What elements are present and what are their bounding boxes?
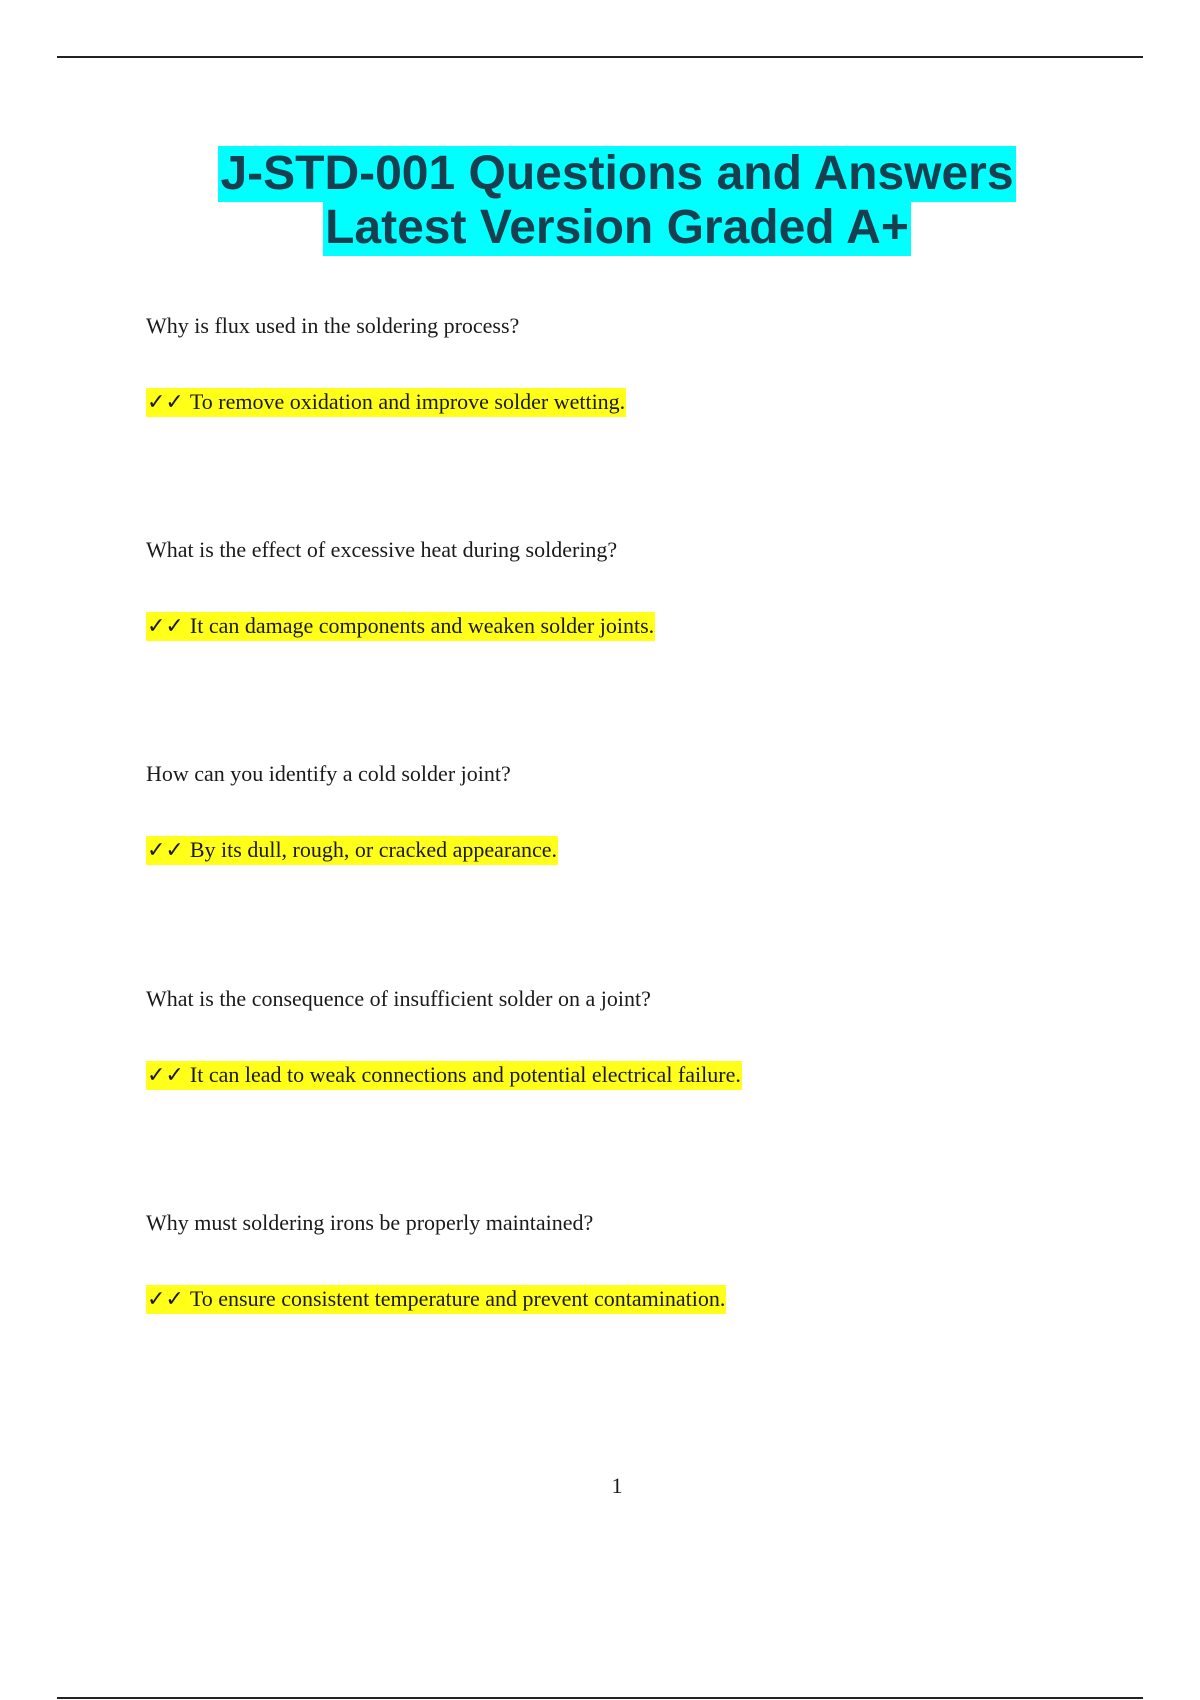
answer-text	[146, 388, 626, 417]
top-rule	[57, 56, 1143, 58]
check-icon: ✓✓	[147, 1287, 184, 1312]
qa-item	[146, 1209, 1096, 1312]
answer-text	[146, 836, 558, 865]
check-icon: ✓✓	[147, 838, 184, 863]
bottom-rule	[57, 1697, 1143, 1699]
qa-item	[146, 536, 1096, 639]
question-text: Why is flux used in the soldering process?	[146, 313, 520, 338]
check-icon: ✓✓	[147, 390, 184, 415]
answer-label: It can lead to weak connections and potential electrical failure.	[189, 1062, 741, 1087]
answer-label: To ensure consistent temperature and prevent contamination.	[189, 1286, 726, 1311]
title-line-1: J-STD-001 Questions and Answers	[220, 147, 1014, 200]
qa-item	[146, 312, 1096, 415]
qa-item	[146, 760, 1096, 863]
check-icon: ✓✓	[147, 1063, 184, 1088]
qa-item	[146, 985, 1096, 1088]
question-text: What is the consequence of insufficient solder on a joint?	[146, 986, 651, 1011]
question-text: How can you identify a cold solder joint?	[146, 761, 511, 786]
answer-text	[146, 612, 655, 641]
answer-label: To remove oxidation and improve solder wetting.	[189, 389, 626, 414]
answer-text	[146, 1061, 742, 1090]
title-line-2: Latest Version Graded A+	[325, 201, 909, 254]
answer-label: By its dull, rough, or cracked appearance.	[189, 837, 558, 862]
check-icon: ✓✓	[147, 614, 184, 639]
document-title	[0, 146, 1200, 256]
page-number: 1	[611, 1473, 623, 1498]
question-text: What is the effect of excessive heat during soldering?	[146, 537, 618, 562]
question-text: Why must soldering irons be properly maintained?	[146, 1210, 594, 1235]
answer-label: It can damage components and weaken solder joints.	[189, 613, 655, 638]
answer-text	[146, 1285, 726, 1314]
